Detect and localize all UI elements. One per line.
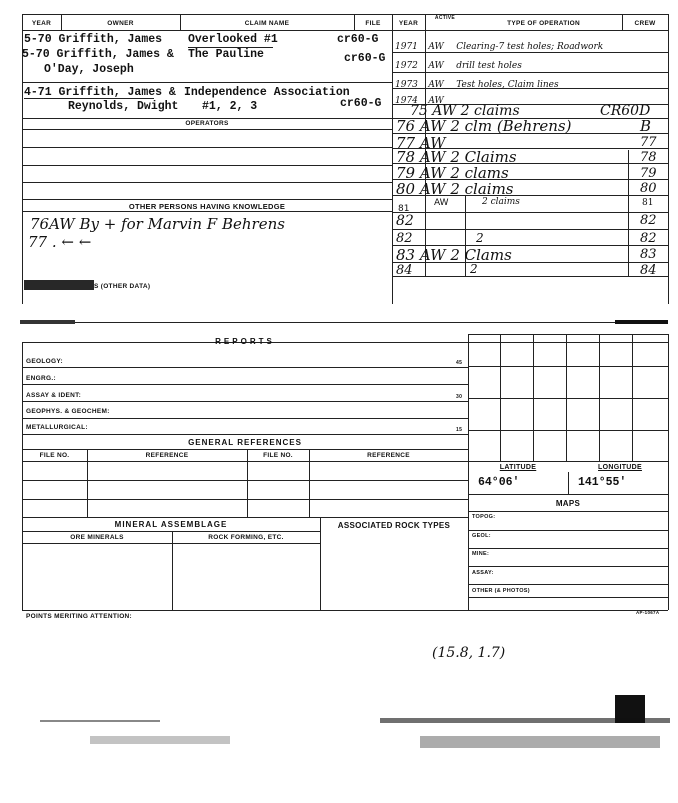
mineral-title: MINERAL ASSEMBLAGE	[114, 520, 228, 529]
operation-crew: 77	[640, 135, 657, 150]
operation-row: 77 AW	[396, 134, 446, 152]
longitude-value: 141°55'	[578, 476, 627, 489]
operation-row: 1971 AW Clearing-7 test holes; Roadwork	[395, 42, 604, 52]
operation-type: 2 claims	[482, 197, 520, 207]
owner-row: 5-70 Griffith, James &	[22, 48, 174, 61]
operation-row: 83 AW 2 Clams	[396, 246, 512, 264]
mineral-rock: ROCK FORMING, ETC.	[208, 534, 284, 541]
operation-crew: 80	[640, 181, 657, 196]
owner-row: Reynolds, Dwight	[68, 100, 179, 113]
reports-title: REPORTS	[215, 337, 275, 346]
operation-row: 82	[396, 213, 414, 229]
general-refs-title: GENERAL REFERENCES	[188, 438, 302, 447]
operation-row: 1973 AW Test holes, Claim lines	[395, 80, 559, 90]
report-num: 30	[456, 394, 463, 400]
mineral-assoc: ASSOCIATED ROCK TYPES	[337, 521, 451, 530]
operation-crew: 83	[640, 247, 657, 262]
knowledge-line-1: 76AW By + for Marvin F Behrens	[30, 215, 285, 233]
claim-cell: Overlooked #1	[188, 33, 278, 46]
header-year: YEAR	[31, 20, 52, 27]
operation-crew: 79	[640, 166, 657, 181]
map-row-geol: GEOL:	[472, 533, 491, 539]
claim-cell: Independence Association	[184, 86, 350, 99]
operation-row: 79 AW 2 clams	[396, 164, 509, 182]
handwritten-annotation: (15.8, 1.7)	[432, 645, 506, 661]
operation-row: 84	[396, 263, 413, 278]
operators-label: OPERATORS	[185, 120, 229, 127]
operation-crew: B	[640, 117, 652, 135]
claim-cell: The Pauline	[188, 48, 264, 61]
header-year-right: YEAR	[398, 20, 419, 27]
points-label: POINTS MERITING ATTENTION:	[26, 613, 133, 620]
operation-row: 1972 AW drill test holes	[395, 61, 522, 71]
map-row-mine: MINE:	[472, 551, 490, 557]
map-row-topog: TOPOG:	[472, 514, 496, 520]
maps-title: MAPS	[555, 499, 581, 508]
report-num: 45	[456, 360, 463, 366]
operation-crew: CR60D	[600, 103, 651, 119]
report-label-engrg: ENGRG.:	[26, 375, 56, 382]
operation-crew: 84	[640, 263, 657, 278]
longitude-label: LONGITUDE	[598, 464, 642, 471]
operation-crew: 82	[640, 213, 657, 228]
gr-file-no: FILE NO.	[39, 452, 70, 459]
header-active: ACTIVE	[434, 15, 456, 21]
gr-file-no-2: FILE NO.	[263, 452, 293, 459]
operation-row: 82	[396, 231, 413, 246]
header-claim-name: CLAIM NAME	[244, 20, 290, 27]
gr-reference-2: REFERENCE	[367, 452, 410, 459]
header-type-of-operation: TYPE OF OPERATION	[507, 20, 580, 27]
mineral-ore: ORE MINERALS	[70, 534, 124, 541]
operation-row: 80 AW 2 claims	[396, 180, 514, 198]
report-label-geophys: GEOPHYS. & GEOCHEM:	[26, 408, 110, 415]
header-file: FILE	[365, 20, 381, 27]
operation-row: 75 AW 2 claims	[410, 103, 520, 119]
other-data-label: S (OTHER DATA)	[94, 283, 151, 290]
operation-active: AW	[434, 198, 449, 208]
latitude-label: LATITUDE	[499, 464, 537, 471]
report-label-assay: ASSAY & IDENT:	[26, 392, 82, 399]
latitude-value: 64°06'	[478, 476, 520, 489]
knowledge-line-2: 77 . ← ←	[28, 233, 92, 251]
owner-row: O'Day, Joseph	[44, 63, 134, 76]
map-row-assay: ASSAY:	[472, 570, 494, 576]
file-cell: cr60-G	[340, 97, 382, 110]
knowledge-label: OTHER PERSONS HAVING KNOWLEDGE	[128, 202, 286, 211]
owner-row: 4-71 Griffith, James &	[24, 86, 176, 99]
map-row-other: OTHER (& PHOTOS)	[472, 588, 530, 594]
operation-row: 81	[398, 204, 410, 214]
file-cell: cr60-G	[337, 33, 379, 46]
operation-crew: 78	[640, 150, 657, 165]
gr-reference: REFERENCE	[145, 452, 189, 459]
operation-type: 2	[470, 262, 478, 276]
report-label-metallurgical: METALLURGICAL:	[26, 424, 88, 431]
owner-row: 5-70 Griffith, James	[24, 33, 163, 46]
header-owner: OWNER	[107, 20, 134, 27]
operation-row: 76 AW 2 clm (Behrens)	[396, 117, 572, 135]
operation-type: 2	[476, 231, 484, 245]
report-num: 15	[456, 427, 463, 433]
header-crew: CREW	[634, 20, 656, 27]
claim-cell: #1, 2, 3	[202, 100, 258, 113]
operation-crew: 82	[640, 231, 657, 246]
form-number: AP-1067A	[636, 610, 660, 615]
file-cell: cr60-G	[344, 52, 386, 65]
report-label-geology: GEOLOGY:	[26, 358, 63, 365]
operation-row: 1974 AW	[395, 96, 444, 106]
operation-crew: 81	[642, 198, 654, 208]
operation-row: 78 AW 2 Claims	[396, 148, 517, 166]
